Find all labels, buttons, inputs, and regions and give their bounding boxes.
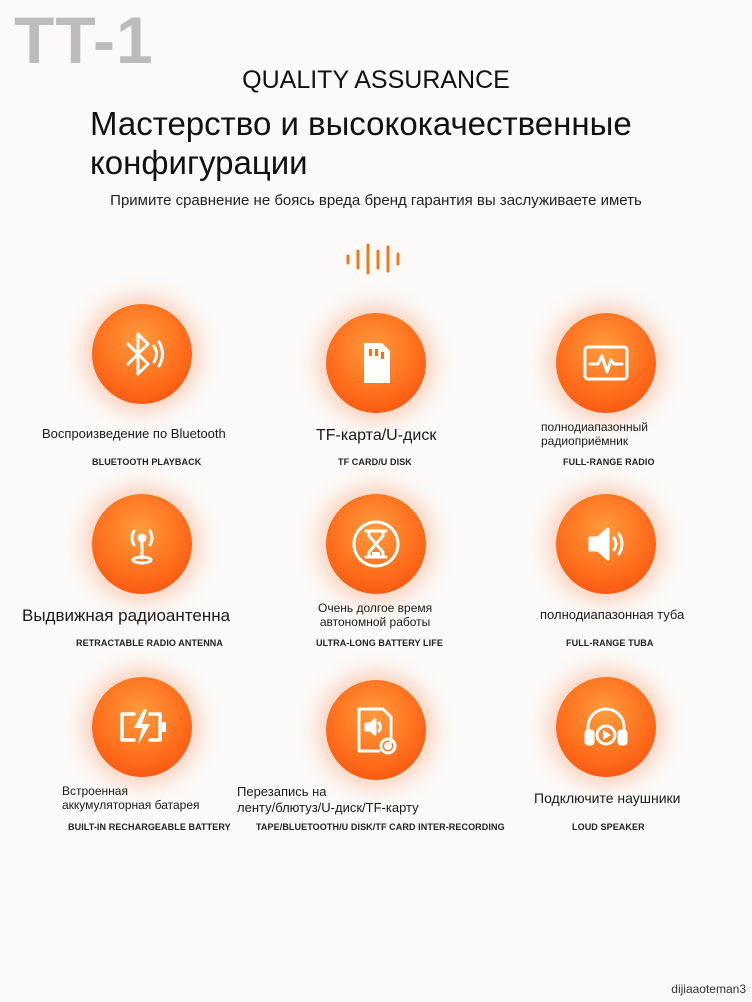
feature-battery-life-label xyxy=(318,601,432,630)
feature-battery-life-label-line-1: Очень долгое время xyxy=(318,601,433,615)
feature-radio-label xyxy=(541,420,648,449)
feature-radio-label-line-2: радиоприёмник xyxy=(541,434,629,449)
feature-tf-card xyxy=(326,313,426,413)
feature-recording xyxy=(326,680,426,780)
feature-tf-card-label-en: TF CARD/U DISK xyxy=(338,457,412,467)
headline-line-2: конфигурации xyxy=(90,144,308,181)
subtitle: Примите сравнение не боясь вреда бренд гарантия вы заслуживаете иметь xyxy=(110,192,642,209)
hourglass-icon xyxy=(326,494,426,594)
feature-rechargeable-label xyxy=(62,784,200,813)
feature-antenna xyxy=(92,494,192,594)
feature-bluetooth-label-en: BLUETOOTH PLAYBACK xyxy=(92,457,202,467)
recording-icon xyxy=(326,680,426,780)
feature-bluetooth xyxy=(92,304,192,404)
headphones-icon xyxy=(556,677,656,777)
feature-recording-label xyxy=(237,784,419,815)
feature-battery-life-label-en: ULTRA-LONG BATTERY LIFE xyxy=(316,638,443,648)
battery-charging-icon xyxy=(92,677,192,777)
feature-tuba-label: полнодиапазонная туба xyxy=(540,607,685,622)
headline xyxy=(90,104,730,182)
feature-recording-label-en: TAPE/BLUETOOTH/U DISK/TF CARD INTER-RECORDING xyxy=(256,822,505,832)
feature-tuba-label-en: FULL-RANGE TUBA xyxy=(566,638,654,648)
feature-recording-label-line-2: ленту/блютуз/U-диск/TF-карту xyxy=(237,799,419,815)
radio-icon xyxy=(556,313,656,413)
feature-bluetooth-label: Воспроизведение по Bluetooth xyxy=(42,426,226,441)
feature-rechargeable xyxy=(92,677,192,777)
feature-tuba xyxy=(556,494,656,594)
bluetooth-icon xyxy=(92,304,192,404)
feature-battery-life-label-line-2: автономной работы xyxy=(319,615,431,630)
feature-recording-label-line-1: Перезапись на xyxy=(237,784,327,799)
speaker-icon xyxy=(556,494,656,594)
tf-card-icon xyxy=(326,313,426,413)
feature-rechargeable-label-en: BUILT-IN RECHARGEABLE BATTERY xyxy=(68,822,231,832)
sound-wave-icon xyxy=(344,243,408,275)
feature-headphones-label-en: LOUD SPEAKER xyxy=(572,822,645,832)
feature-headphones-label: Подключите наушники xyxy=(534,790,681,806)
watermark: dijiaaoteman3 xyxy=(671,982,746,996)
feature-radio-label-line-1: полнодиапазонный xyxy=(541,420,648,434)
feature-rechargeable-label-line-1: Встроенная xyxy=(62,784,128,798)
feature-antenna-label: Выдвижная радиоантенна xyxy=(22,606,231,625)
feature-rechargeable-label-line-2: аккумуляторная батарея xyxy=(62,798,200,813)
feature-tf-card-label: TF-карта/U-диск xyxy=(316,427,437,444)
feature-radio-label-en: FULL-RANGE RADIO xyxy=(563,457,655,467)
feature-antenna-label-en: RETRACTABLE RADIO ANTENNA xyxy=(76,638,223,648)
section-label: QUALITY ASSURANCE xyxy=(242,66,510,94)
feature-headphones xyxy=(556,677,656,777)
feature-battery-life xyxy=(326,494,426,594)
feature-radio xyxy=(556,313,656,413)
brand-logo: TT-1 xyxy=(14,3,154,77)
antenna-icon xyxy=(92,494,192,594)
headline-line-1: Мастерство и высококачественные xyxy=(90,105,632,142)
